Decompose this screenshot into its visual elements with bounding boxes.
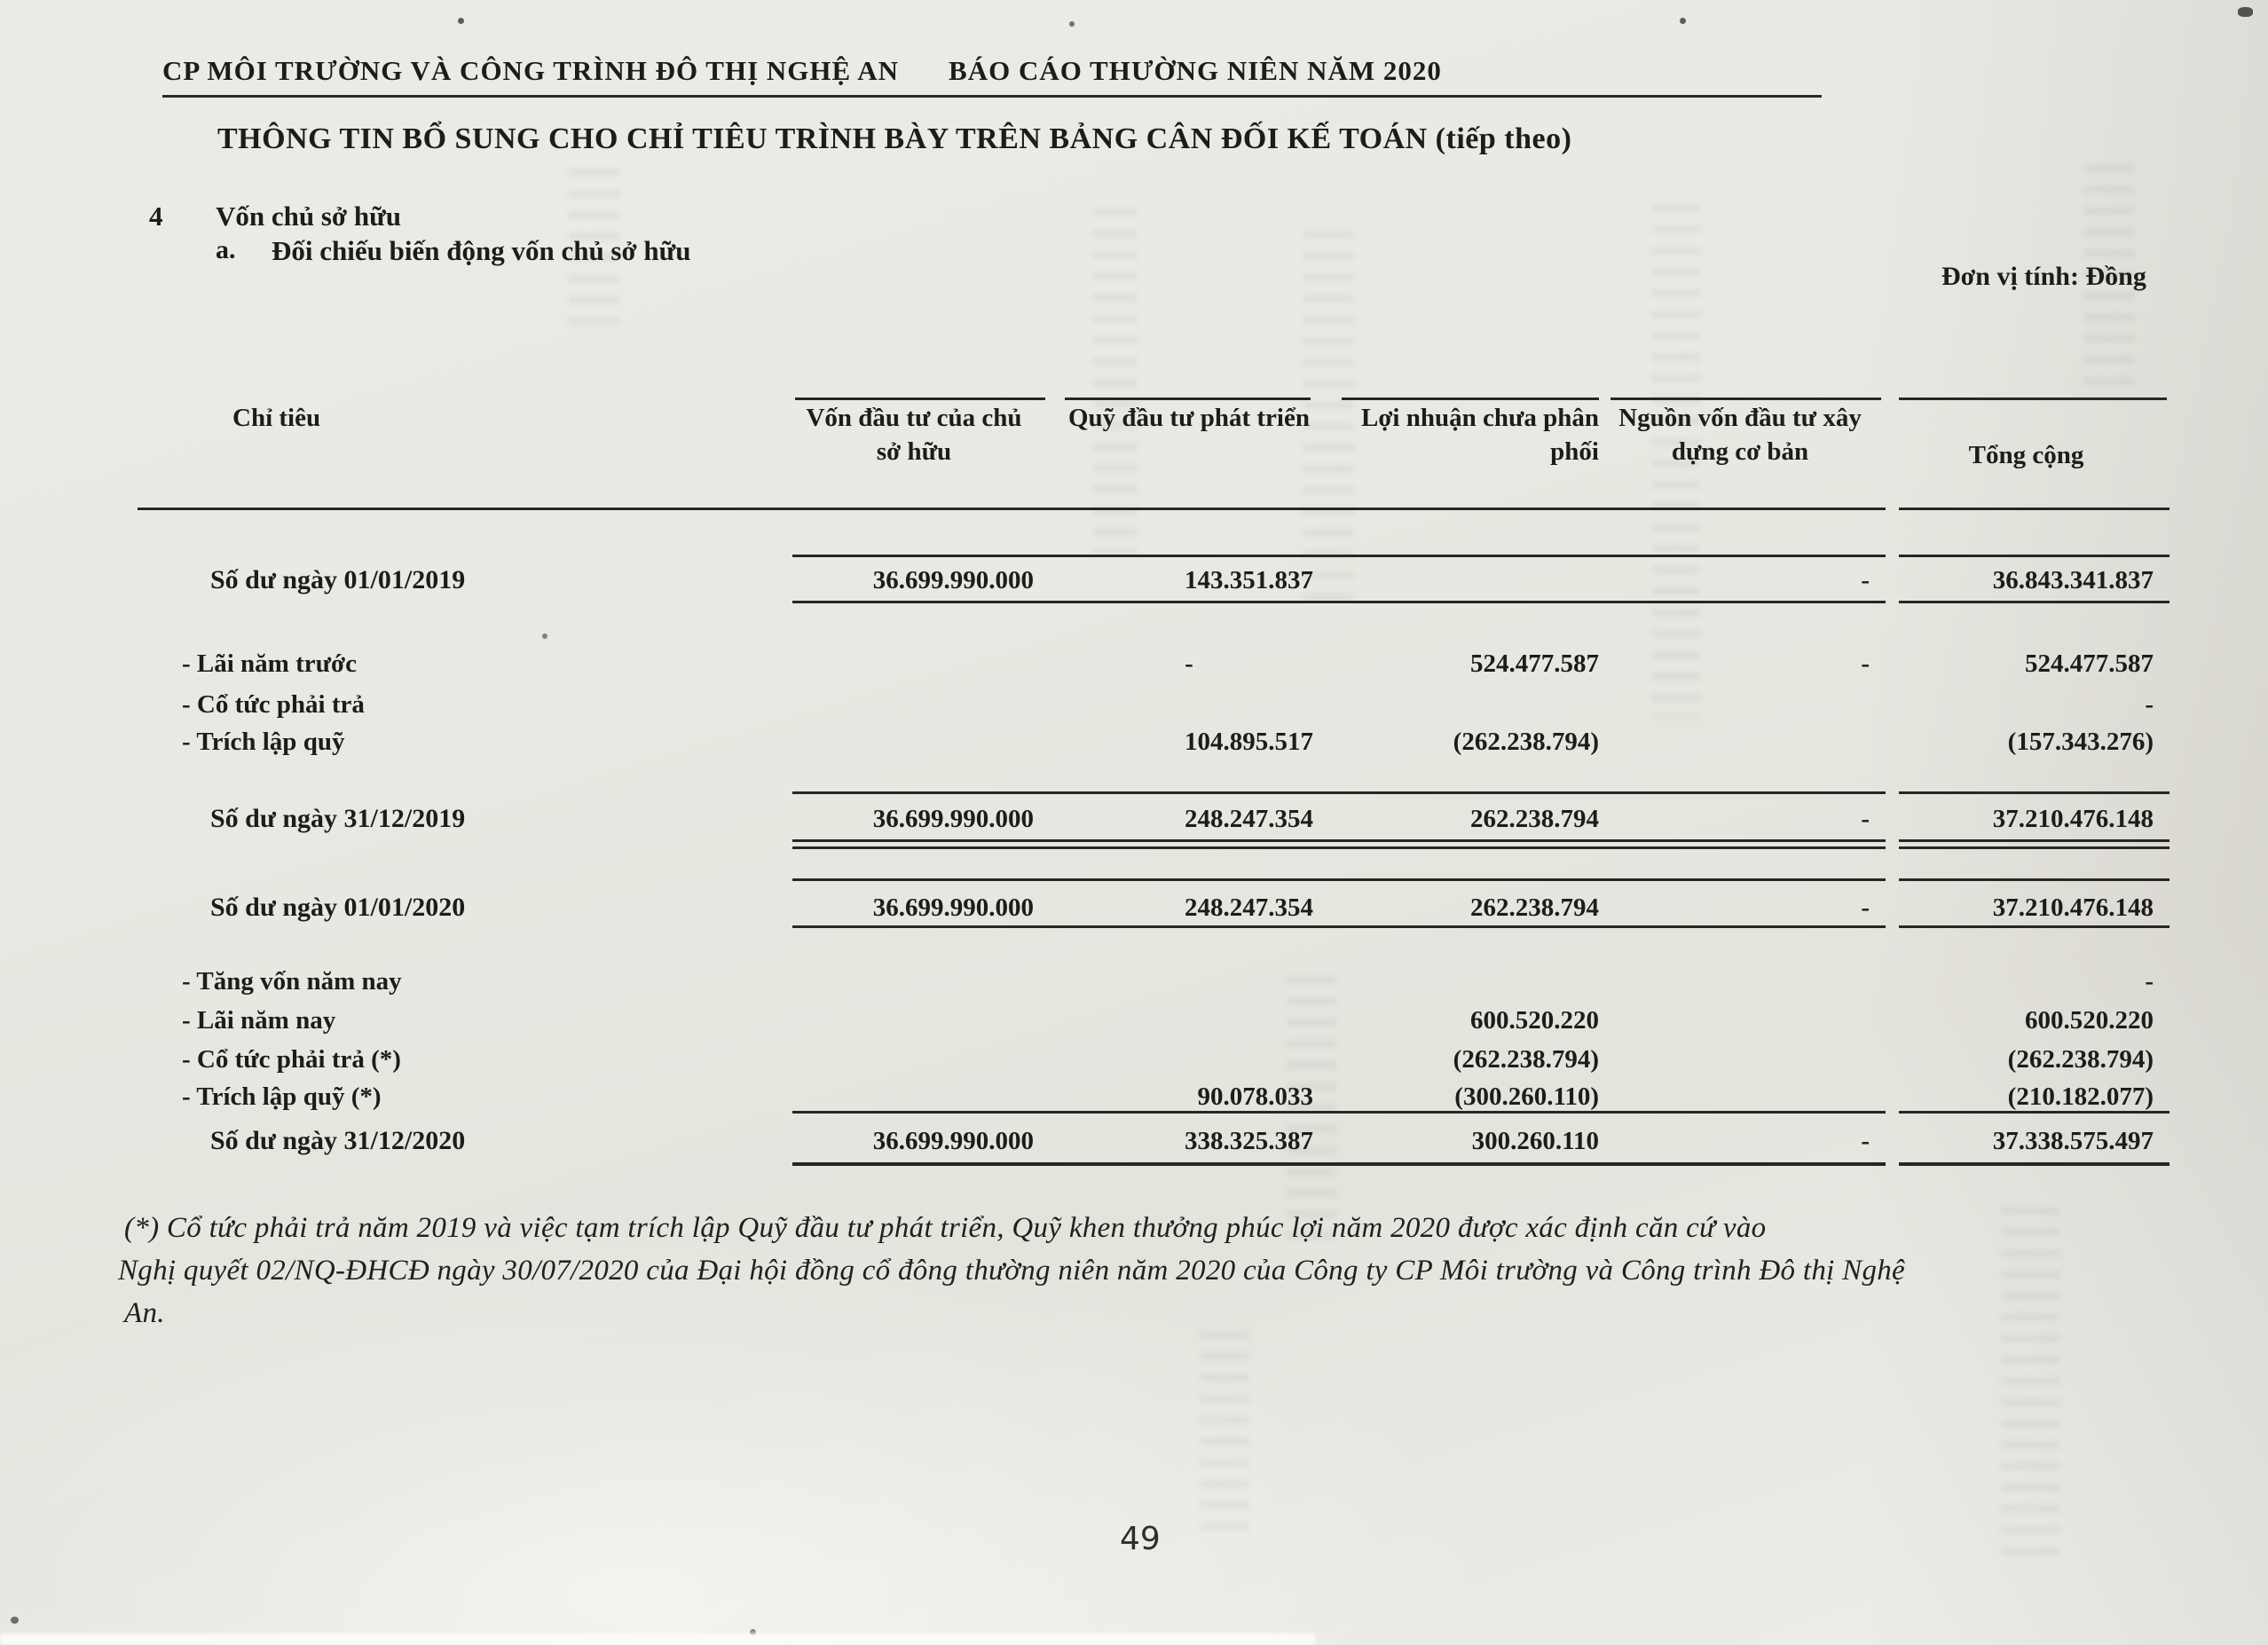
table-rule (792, 878, 1886, 881)
column-header-loi-nhuan: Lợi nhuận chưa phân phối (1360, 404, 1599, 466)
cell-nguon-von: - (1861, 1127, 1870, 1155)
column-header-tong-cong: Tổng cộng (1968, 441, 2084, 469)
cell-loi-nhuan: 262.238.794 (1470, 893, 1599, 922)
cell-tong-cong: (210.182.077) (2007, 1082, 2154, 1111)
cell-tong-cong: - (2145, 967, 2154, 996)
cell-tong-cong: (262.238.794) (2007, 1045, 2154, 1074)
cell-von-dau-tu: 36.699.990.000 (872, 1127, 1034, 1155)
page-title: THÔNG TIN BỔ SUNG CHO CHỈ TIÊU TRÌNH BÀY TRÊN BẢNG CÂN ĐỐI KẾ TOÁN (tiếp theo) (217, 122, 1572, 155)
cell-tong-cong: - (2145, 690, 2154, 719)
scan-artifact-dot (1680, 18, 1686, 24)
column-header-von-dau-tu: Vốn đầu tư của chủ sở hữu (806, 404, 1022, 466)
running-head (162, 55, 1822, 98)
table-row (0, 687, 2268, 726)
cell-von-dau-tu: 36.699.990.000 (872, 805, 1034, 833)
table-rule (792, 555, 1886, 557)
table-row (0, 964, 2268, 1003)
row-label: Số dư ngày 31/12/2019 (210, 804, 466, 833)
table-header-row (0, 401, 2268, 511)
table-row (0, 1003, 2268, 1042)
table-rule (1899, 925, 2170, 928)
table-rule (1899, 1111, 2170, 1114)
cell-quy-dau-tu: 248.247.354 (1185, 805, 1313, 833)
cell-nguon-von: - (1861, 805, 1870, 833)
cell-quy-dau-tu: - (1185, 649, 1193, 678)
table-row (0, 646, 2268, 685)
cell-von-dau-tu: 36.699.990.000 (872, 566, 1034, 594)
subsection-letter: a. (216, 235, 236, 264)
company-name: CP MÔI TRƯỜNG VÀ CÔNG TRÌNH ĐÔ THỊ NGHỆ AN (162, 55, 900, 86)
cell-tong-cong: 524.477.587 (2025, 649, 2154, 678)
column-header-quy-dau-tu: Quỹ đầu tư phát triển (1067, 404, 1310, 432)
table-row (0, 724, 2268, 763)
footnote-line: An. (124, 1297, 165, 1329)
cell-nguon-von: - (1861, 566, 1870, 594)
row-label: Số dư ngày 31/12/2020 (210, 1126, 466, 1155)
row-label: Số dư ngày 01/01/2019 (210, 565, 466, 594)
table-rule (1899, 878, 2170, 881)
row-label: - Cổ tức phải trả (182, 690, 365, 719)
row-label: - Cổ tức phải trả (*) (182, 1045, 401, 1074)
table-rule (1899, 791, 2170, 794)
cell-quy-dau-tu: 104.895.517 (1185, 728, 1313, 756)
table-rule (792, 839, 1886, 842)
cell-nguon-von: - (1861, 893, 1870, 922)
cell-nguon-von: - (1861, 649, 1870, 678)
page-number: 49 (1120, 1521, 1161, 1557)
cell-tong-cong: 37.210.476.148 (1992, 805, 2154, 833)
table-rule (792, 846, 1886, 849)
report-title: BÁO CÁO THƯỜNG NIÊN NĂM 2020 (949, 55, 1442, 86)
row-label: - Lãi năm trước (182, 649, 357, 678)
row-label: - Trích lập quỹ (182, 728, 345, 756)
table-row (0, 1042, 2268, 1081)
table-rule (792, 601, 1886, 603)
cell-tong-cong: 37.210.476.148 (1992, 893, 2154, 922)
cell-loi-nhuan: (262.238.794) (1453, 1045, 1599, 1074)
table-row (0, 1123, 2268, 1162)
cell-quy-dau-tu: 248.247.354 (1185, 893, 1313, 922)
scan-artifact-dot (2238, 7, 2253, 17)
table-rule (795, 397, 1045, 400)
column-header-chi-tieu: Chỉ tiêu (232, 404, 321, 432)
cell-loi-nhuan: (300.260.110) (1454, 1082, 1599, 1111)
footnote-line: Nghị quyết 02/NQ-ĐHCĐ ngày 30/07/2020 của Đại hội đồng cổ đông thường niên năm 2020 của Công ty CP Môi trường và Công trình Đô thị Nghệ (118, 1255, 1906, 1287)
unit-label: Đơn vị tính: Đồng (1941, 262, 2146, 291)
table-rule (1899, 846, 2170, 849)
table-rule (792, 1162, 1886, 1166)
table-rule (792, 1111, 1886, 1114)
table-row (0, 890, 2268, 929)
cell-quy-dau-tu: 143.351.837 (1185, 566, 1313, 594)
scan-artifact-dot (458, 18, 464, 24)
scan-artifact-dot (1069, 21, 1075, 27)
cell-von-dau-tu: 36.699.990.000 (872, 893, 1034, 922)
cell-loi-nhuan: 300.260.110 (1471, 1127, 1599, 1155)
table-rule (1342, 397, 1599, 400)
table-row (0, 801, 2268, 840)
table-row (0, 563, 2268, 602)
table-rule (1899, 601, 2170, 603)
table-rule (1899, 555, 2170, 557)
row-label: - Trích lập quỹ (*) (182, 1082, 382, 1111)
table-rule (792, 925, 1886, 928)
table-rule (1899, 839, 2170, 842)
cell-loi-nhuan: 600.520.220 (1470, 1006, 1599, 1035)
cell-tong-cong: 600.520.220 (2025, 1006, 2154, 1035)
bleed-through-artifact (1200, 1331, 1249, 1544)
cell-tong-cong: (157.343.276) (2007, 728, 2154, 756)
row-label: Số dư ngày 01/01/2020 (210, 893, 466, 922)
table-rule (1610, 397, 1881, 400)
bleed-through-artifact (2001, 1207, 2059, 1562)
cell-quy-dau-tu: 90.078.033 (1197, 1082, 1313, 1111)
row-label: - Lãi năm nay (182, 1006, 336, 1035)
table-rule (1899, 1162, 2170, 1166)
cell-quy-dau-tu: 338.325.387 (1185, 1127, 1313, 1155)
table-rule (792, 791, 1886, 794)
cell-tong-cong: 36.843.341.837 (1992, 566, 2154, 594)
table-rule (1899, 397, 2167, 400)
column-header-nguon-von: Nguồn vốn đầu tư xây dựng cơ bản (1618, 404, 1862, 466)
scan-artifact-dot (542, 634, 547, 639)
cell-loi-nhuan: (262.238.794) (1453, 728, 1599, 756)
page-edge-highlight (0, 1633, 1315, 1645)
section-title: Vốn chủ sở hữu (216, 201, 401, 232)
row-label: - Tăng vốn năm nay (182, 967, 402, 996)
subsection-title: Đối chiếu biến động vốn chủ sở hữu (272, 235, 691, 266)
footnote-line: (*) Cổ tức phải trả năm 2019 và việc tạm trích lập Quỹ đầu tư phát triển, Quỹ khen thưởng phúc lợi năm 2020 được xác định căn cứ vào (124, 1212, 1767, 1244)
cell-loi-nhuan: 262.238.794 (1470, 805, 1599, 833)
scan-artifact-dot (11, 1617, 19, 1624)
cell-tong-cong: 37.338.575.497 (1992, 1127, 2154, 1155)
section-number: 4 (149, 201, 163, 232)
cell-loi-nhuan: 524.477.587 (1470, 649, 1599, 678)
table-rule (1065, 397, 1311, 400)
